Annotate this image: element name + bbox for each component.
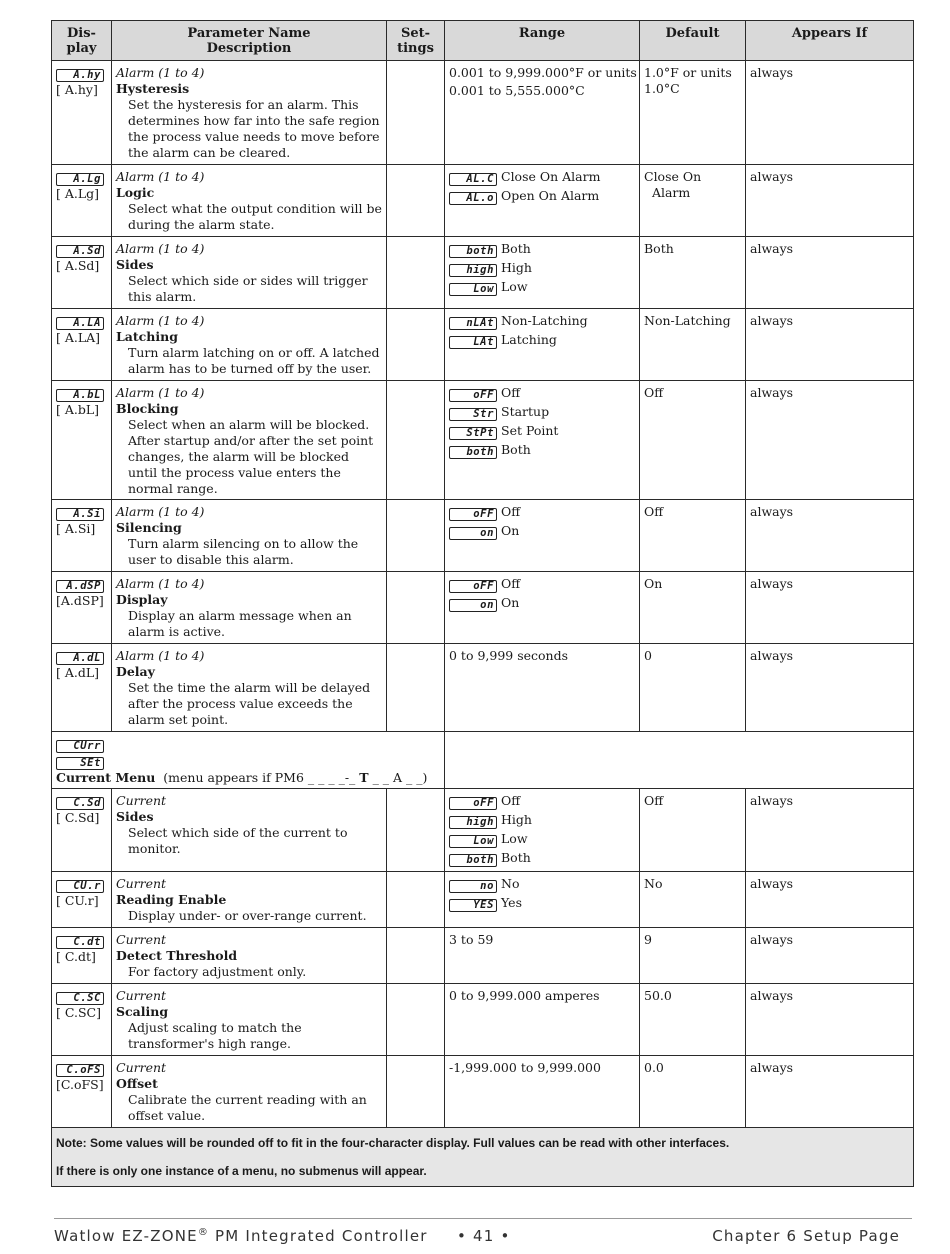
range-option-label: Yes (501, 895, 522, 910)
range-cell (445, 789, 640, 872)
lcd-display-icon: Low (449, 283, 497, 296)
range-option-label: Off (501, 576, 521, 591)
parameter-name: Logic (116, 185, 155, 200)
parameter-table (51, 20, 914, 1187)
lcd-display-icon: oFF (449, 389, 497, 402)
default-value: 9 (644, 932, 652, 947)
parameter-menu: Alarm (1 to 4) (116, 169, 205, 184)
appears-if-cell (746, 984, 914, 1056)
default-value: Off (644, 793, 664, 808)
parameter-name: Detect Threshold (116, 948, 238, 963)
range-option-label: Off (501, 793, 521, 808)
range-option (449, 988, 635, 1004)
display-code: [ A.Si] (56, 521, 96, 536)
range-option-label: -1,999.000 to 9,999.000 (449, 1060, 601, 1075)
parameter-menu: Alarm (1 to 4) (116, 241, 205, 256)
appears-if-cell (746, 61, 914, 165)
lcd-display-icon: A.hy (56, 69, 104, 82)
settings-cell (387, 500, 445, 572)
default-value: Off (644, 385, 664, 400)
table-row (52, 928, 914, 984)
range-option (449, 241, 635, 258)
range-option-label: High (501, 812, 532, 827)
parameter-description: Adjust scaling to match the transformer's high range. (128, 1020, 302, 1051)
lcd-display-icon: A.Lg (56, 173, 104, 186)
range-option-label: Low (501, 279, 528, 294)
lcd-display-icon: high (449, 264, 497, 277)
default-cell (640, 309, 746, 381)
lcd-display-icon: on (449, 527, 497, 540)
page-footer (54, 1218, 912, 1245)
lcd-display-icon: LAt (449, 336, 497, 349)
range-option (449, 169, 635, 186)
header-display: Dis- play (52, 21, 112, 61)
range-option (449, 595, 635, 612)
parameter-cell (112, 789, 387, 872)
range-option-label: Off (501, 504, 521, 519)
appears-if-cell (746, 572, 914, 644)
parameter-description: Set the hysteresis for an alarm. This determines how far into the safe region the process value needs to move before the alarm can be cleared. (128, 97, 380, 160)
parameter-cell (112, 500, 387, 572)
range-option-label: 0.001 to 9,999.000°F or units (449, 65, 637, 80)
display-code: [ A.dL] (56, 665, 100, 680)
settings-cell (387, 984, 445, 1056)
default-cell (640, 644, 746, 732)
appears-if-cell (746, 928, 914, 984)
lcd-display-icon: oFF (449, 580, 497, 593)
lcd-display-icon: both (449, 854, 497, 867)
parameter-cell (112, 644, 387, 732)
parameter-cell (112, 984, 387, 1056)
settings-cell (387, 1056, 445, 1128)
lcd-display-icon: Low (449, 835, 497, 848)
display-code: [ C.SC] (56, 1005, 101, 1020)
range-option (449, 648, 635, 664)
range-option (449, 793, 635, 810)
range-option-label: Both (501, 442, 531, 457)
lcd-display-icon: CUrr (56, 740, 104, 753)
default-value: Non-Latching (644, 313, 731, 328)
range-option (449, 895, 635, 912)
range-option (449, 385, 635, 402)
parameter-cell (112, 572, 387, 644)
parameter-name: Sides (116, 257, 154, 272)
appears-if-value: always (750, 385, 794, 400)
lcd-display-icon: CU.r (56, 880, 104, 893)
parameter-name: Offset (116, 1076, 158, 1091)
lcd-display-icon: C.SC (56, 992, 104, 1005)
parameter-menu: Current (116, 793, 167, 808)
default-cell (640, 872, 746, 928)
lcd-display-icon: oFF (449, 797, 497, 810)
parameter-menu: Alarm (1 to 4) (116, 576, 205, 591)
parameter-cell (112, 1056, 387, 1128)
range-option (449, 279, 635, 296)
lcd-display-icon: AL.C (449, 173, 497, 186)
default-value: 0.0 (644, 1060, 664, 1075)
range-option (449, 423, 635, 440)
parameter-name: Scaling (116, 1004, 169, 1019)
lcd-display-icon: A.dL (56, 652, 104, 665)
lcd-display-icon: C.Sd (56, 797, 104, 810)
lcd-display-icon: nLAt (449, 317, 497, 330)
settings-cell (387, 872, 445, 928)
range-cell (445, 644, 640, 732)
appears-if-value: always (750, 1060, 794, 1075)
range-option (449, 831, 635, 848)
range-cell (445, 872, 640, 928)
default-cell (640, 61, 746, 165)
display-cell (52, 237, 112, 309)
parameter-description: For factory adjustment only. (128, 964, 307, 979)
header-default: Default (640, 21, 746, 61)
default-cell (640, 165, 746, 237)
settings-cell (387, 237, 445, 309)
range-option-label: 3 to 59 (449, 932, 494, 947)
table-row (52, 165, 914, 237)
appears-if-value: always (750, 648, 794, 663)
current-rows (52, 789, 914, 1128)
display-code: [ CU.r] (56, 893, 99, 908)
settings-cell (387, 61, 445, 165)
lcd-display-icon: both (449, 245, 497, 258)
range-option (449, 65, 635, 81)
parameter-description: Select when an alarm will be blocked. After startup and/or after the set point changes, the alarm will be blocked until the process value enters the normal range. (128, 417, 374, 496)
table-row (52, 381, 914, 500)
range-option-label: Both (501, 241, 531, 256)
appears-if-value: always (750, 504, 794, 519)
parameter-description: Set the time the alarm will be delayed after the process value exceeds the alarm set point. (128, 680, 371, 727)
table-row (52, 872, 914, 928)
range-option (449, 850, 635, 867)
lcd-display-icon: both (449, 446, 497, 459)
display-code: [ A.Lg] (56, 186, 100, 201)
table-row (52, 309, 914, 381)
note-row (52, 1128, 914, 1187)
parameter-description: Turn alarm silencing on to allow the user to disable this alarm. (128, 536, 359, 567)
range-option-label: 0 to 9,999.000 amperes (449, 988, 600, 1003)
range-cell (445, 984, 640, 1056)
display-code: [ A.hy] (56, 82, 98, 97)
parameter-cell (112, 165, 387, 237)
appears-if-value: always (750, 876, 794, 891)
range-option (449, 313, 635, 330)
parameter-menu: Current (116, 988, 167, 1003)
lcd-display-icon: C.dt (56, 936, 104, 949)
range-cell (445, 165, 640, 237)
parameter-menu: Alarm (1 to 4) (116, 648, 205, 663)
note-line-1: Note: Some values will be rounded off to fit in the four-character display. Full values can be read with other interfaces. (56, 1136, 730, 1150)
default-cell (640, 984, 746, 1056)
display-code: [ C.Sd] (56, 810, 100, 825)
header-appears-if: Appears If (746, 21, 914, 61)
parameter-cell (112, 61, 387, 165)
range-cell (445, 381, 640, 500)
settings-cell (387, 381, 445, 500)
lcd-display-icon: StPt (449, 427, 497, 440)
lcd-display-icon: AL.o (449, 192, 497, 205)
parameter-name: Blocking (116, 401, 179, 416)
table-row (52, 237, 914, 309)
range-cell (445, 1056, 640, 1128)
range-option-label: Open On Alarm (501, 188, 600, 203)
range-option (449, 404, 635, 421)
display-cell (52, 644, 112, 732)
parameter-menu: Alarm (1 to 4) (116, 65, 205, 80)
parameter-menu: Current (116, 1060, 167, 1075)
parameter-description: Turn alarm latching on or off. A latched alarm has to be turned off by the user. (128, 345, 380, 376)
parameter-description: Select which side or sides will trigger this alarm. (128, 273, 368, 304)
range-option (449, 523, 635, 540)
appears-if-value: always (750, 65, 794, 80)
range-option-label: High (501, 260, 532, 275)
parameter-description: Calibrate the current reading with an offset value. (128, 1092, 367, 1123)
note-line-2: If there is only one instance of a menu, no submenus will appear. (56, 1164, 427, 1178)
display-code: [ A.LA] (56, 330, 101, 345)
display-cell (52, 984, 112, 1056)
note-cell (52, 1128, 914, 1187)
appears-if-cell (746, 309, 914, 381)
settings-cell (387, 644, 445, 732)
lcd-display-icon: high (449, 816, 497, 829)
parameter-menu: Alarm (1 to 4) (116, 313, 205, 328)
settings-cell (387, 572, 445, 644)
table-header-row (52, 21, 914, 61)
range-option-label: Non-Latching (501, 313, 588, 328)
table-row (52, 572, 914, 644)
current-menu-cell (52, 732, 445, 789)
parameter-name: Sides (116, 809, 154, 824)
default-cell (640, 500, 746, 572)
range-cell (445, 61, 640, 165)
footer-product: Watlow EZ-ZONE® PM Integrated Controller (54, 1227, 428, 1245)
appears-if-cell (746, 381, 914, 500)
range-option-label: On (501, 523, 520, 538)
appears-if-cell (746, 500, 914, 572)
default-cell (640, 789, 746, 872)
footer-chapter: Chapter 6 Setup Page (712, 1227, 900, 1245)
appears-if-cell (746, 644, 914, 732)
table-row (52, 644, 914, 732)
table-row (52, 789, 914, 872)
display-code: [C.oFS] (56, 1077, 104, 1092)
default-value: 50.0 (644, 988, 672, 1003)
current-menu-empty (445, 732, 914, 789)
parameter-name: Silencing (116, 520, 182, 535)
display-code: [ C.dt] (56, 949, 96, 964)
range-option (449, 504, 635, 521)
appears-if-value: always (750, 576, 794, 591)
range-option-label: Close On Alarm (501, 169, 601, 184)
parameter-description: Display under- or over-range current. (128, 908, 367, 923)
lcd-display-icon: C.oFS (56, 1064, 104, 1077)
parameter-cell (112, 381, 387, 500)
lcd-display-icon: A.bL (56, 389, 104, 402)
appears-if-value: always (750, 241, 794, 256)
current-menu-section (52, 732, 914, 789)
range-option (449, 332, 635, 349)
default-cell (640, 1056, 746, 1128)
header-parameter: Parameter Name Description (112, 21, 387, 61)
range-cell (445, 928, 640, 984)
parameter-name: Delay (116, 664, 155, 679)
display-code: [A.dSP] (56, 593, 104, 608)
lcd-display-icon: A.Si (56, 508, 104, 521)
range-option (449, 576, 635, 593)
parameter-menu: Alarm (1 to 4) (116, 385, 205, 400)
table-row (52, 984, 914, 1056)
parameter-menu: Current (116, 876, 167, 891)
lcd-display-icon: Str (449, 408, 497, 421)
parameter-cell (112, 928, 387, 984)
range-option (449, 83, 635, 99)
lcd-display-icon: on (449, 599, 497, 612)
parameter-name: Latching (116, 329, 178, 344)
lcd-display-icon: no (449, 880, 497, 893)
parameter-description: Select which side of the current to monitor. (128, 825, 348, 856)
table-row (52, 1056, 914, 1128)
parameter-menu: Current (116, 932, 167, 947)
parameter-description: Select what the output condition will be during the alarm state. (128, 201, 382, 232)
range-option-label: Startup (501, 404, 550, 419)
alarm-rows (52, 61, 914, 732)
display-cell (52, 165, 112, 237)
range-option (449, 260, 635, 277)
parameter-cell (112, 872, 387, 928)
parameter-menu: Alarm (1 to 4) (116, 504, 205, 519)
parameter-name: Reading Enable (116, 892, 227, 907)
range-option (449, 932, 635, 948)
range-cell (445, 572, 640, 644)
default-value: Close On Alarm (644, 169, 702, 200)
display-cell (52, 61, 112, 165)
appears-if-cell (746, 872, 914, 928)
current-menu-title: Current Menu (56, 770, 156, 785)
range-cell (445, 309, 640, 381)
appears-if-value: always (750, 932, 794, 947)
range-option-label: Low (501, 831, 528, 846)
parameter-cell (112, 309, 387, 381)
display-cell (52, 500, 112, 572)
range-option-label: 0.001 to 5,555.000°C (449, 83, 585, 98)
header-range: Range (445, 21, 640, 61)
appears-if-cell (746, 165, 914, 237)
appears-if-value: always (750, 313, 794, 328)
default-value: Off (644, 504, 664, 519)
current-menu-note-t: T (359, 770, 369, 785)
lcd-display-icon: SEt (56, 757, 104, 770)
range-cell (445, 237, 640, 309)
lcd-display-icon: oFF (449, 508, 497, 521)
display-cell (52, 1056, 112, 1128)
display-cell (52, 872, 112, 928)
display-code: [ A.bL] (56, 402, 100, 417)
default-value: 0 (644, 648, 652, 663)
lcd-display-icon: A.LA (56, 317, 104, 330)
default-value: 1.0°F or units 1.0°C (644, 65, 732, 96)
appears-if-value: always (750, 793, 794, 808)
display-cell (52, 309, 112, 381)
settings-cell (387, 309, 445, 381)
current-menu-note-post: _ _ A _ _) (368, 770, 428, 785)
range-option (449, 812, 635, 829)
settings-cell (387, 789, 445, 872)
settings-cell (387, 165, 445, 237)
range-option (449, 188, 635, 205)
parameter-name: Display (116, 592, 168, 607)
range-cell (445, 500, 640, 572)
range-option-label: On (501, 595, 520, 610)
table-row (52, 500, 914, 572)
range-option-label: Set Point (501, 423, 559, 438)
table-row (52, 61, 914, 165)
range-option-label: Off (501, 385, 521, 400)
header-settings: Set- tings (387, 21, 445, 61)
appears-if-cell (746, 1056, 914, 1128)
range-option-label: 0 to 9,999 seconds (449, 648, 569, 663)
parameter-description: Display an alarm message when an alarm is active. (128, 608, 352, 639)
range-option (449, 442, 635, 459)
display-code: [ A.Sd] (56, 258, 100, 273)
lcd-display-icon: A.Sd (56, 245, 104, 258)
range-option-label: Latching (501, 332, 557, 347)
current-menu-row (52, 732, 914, 789)
display-cell (52, 572, 112, 644)
display-cell (52, 789, 112, 872)
appears-if-cell (746, 237, 914, 309)
footer-page-number: • 41 • (457, 1227, 511, 1245)
appears-if-value: always (750, 169, 794, 184)
appears-if-cell (746, 789, 914, 872)
range-option (449, 876, 635, 893)
lcd-display-icon: A.dSP (56, 580, 104, 593)
default-value: On (644, 576, 663, 591)
range-option-label: No (501, 876, 520, 891)
display-cell (52, 928, 112, 984)
range-option (449, 1060, 635, 1076)
parameter-name: Hysteresis (116, 81, 190, 96)
display-cell (52, 381, 112, 500)
default-cell (640, 572, 746, 644)
appears-if-value: always (750, 988, 794, 1003)
settings-cell (387, 928, 445, 984)
default-value: Both (644, 241, 674, 256)
default-cell (640, 928, 746, 984)
default-value: No (644, 876, 663, 891)
current-menu-note-pre: (menu appears if PM6 _ _ _ _-_ (163, 770, 360, 785)
parameter-cell (112, 237, 387, 309)
lcd-display-icon: YES (449, 899, 497, 912)
default-cell (640, 381, 746, 500)
range-option-label: Both (501, 850, 531, 865)
default-cell (640, 237, 746, 309)
